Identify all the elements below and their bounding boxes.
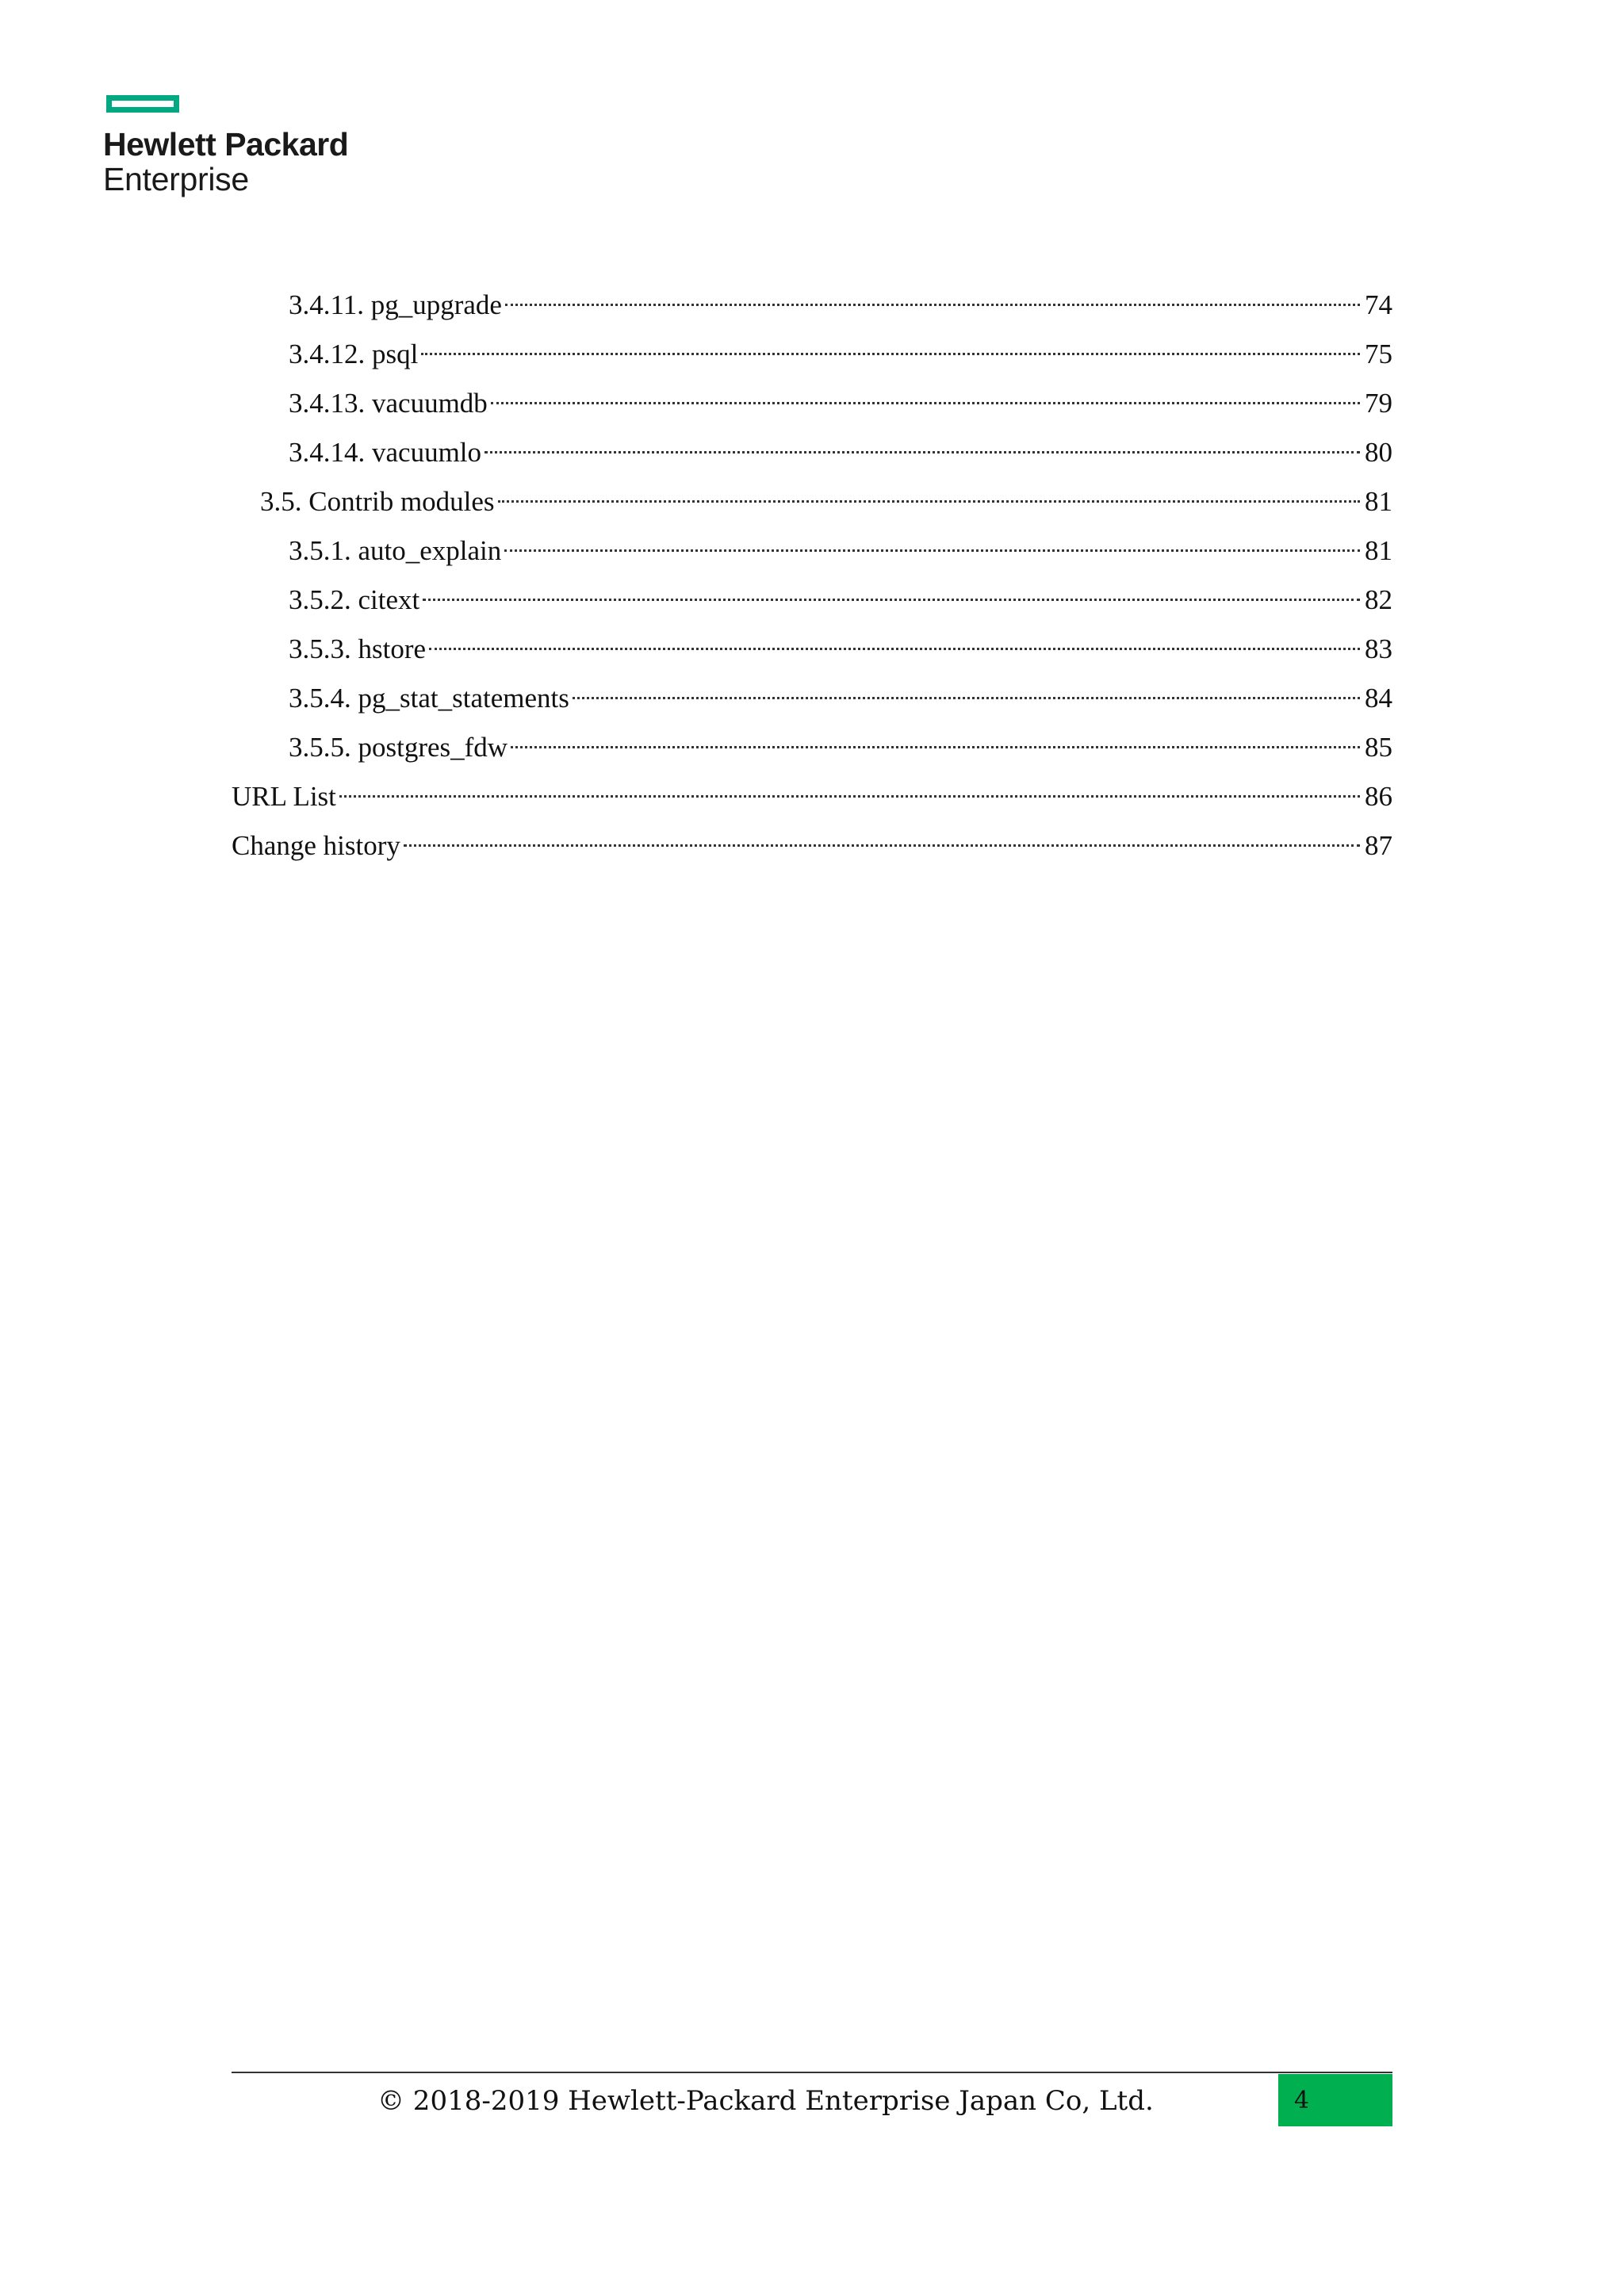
toc-entry-page: 85	[1365, 732, 1392, 763]
logo-rectangle-icon	[106, 95, 179, 113]
toc-entry-page: 86	[1365, 781, 1392, 812]
toc-entry[interactable]	[289, 574, 1392, 615]
toc-entry-label: 3.5. Contrib modules	[260, 486, 495, 517]
toc-entry-label: 3.4.14. vacuumlo	[289, 437, 482, 468]
toc-entry[interactable]	[289, 525, 1392, 566]
hpe-logo	[103, 94, 365, 205]
toc-dot-leader	[491, 377, 1360, 412]
toc-dot-leader	[573, 672, 1360, 707]
toc-entry-page: 84	[1365, 683, 1392, 714]
page-number: 4	[1294, 2087, 1310, 2114]
toc-entry-label: URL List	[232, 781, 336, 812]
footer-copyright: © 2018-2019 Hewlett-Packard Enterprise Japan Co, Ltd.	[377, 2085, 1154, 2117]
toc-entry-label: 3.4.12. psql	[289, 339, 419, 369]
toc-dot-leader	[429, 623, 1360, 658]
toc-entry-page: 83	[1365, 633, 1392, 664]
logo-text-line1: Hewlett Packard	[103, 126, 349, 163]
toc-entry[interactable]	[289, 721, 1392, 763]
toc-dot-leader	[421, 328, 1360, 363]
toc-entry-page: 79	[1365, 388, 1392, 419]
toc-entry[interactable]	[289, 623, 1392, 664]
toc-entry-page: 74	[1365, 289, 1392, 320]
page-number-box	[1278, 2074, 1392, 2126]
toc-entry[interactable]	[260, 476, 1392, 517]
toc-entry[interactable]	[289, 279, 1392, 320]
toc-entry[interactable]	[289, 377, 1392, 419]
toc-dot-leader	[505, 279, 1360, 314]
toc-entry-page: 81	[1365, 535, 1392, 566]
footer-divider	[232, 2072, 1392, 2073]
toc-entry-label: 3.5.3. hstore	[289, 633, 427, 664]
toc-dot-leader	[404, 820, 1360, 855]
toc-dot-leader	[504, 525, 1360, 560]
toc-entry-label: 3.5.5. postgres_fdw	[289, 732, 508, 763]
toc-entry[interactable]	[289, 328, 1392, 369]
toc-entry-page: 81	[1365, 486, 1392, 517]
toc-entry-label: Change history	[232, 830, 400, 861]
toc-dot-leader	[339, 771, 1360, 806]
toc-entry-page: 87	[1365, 830, 1392, 861]
toc-entry[interactable]	[289, 672, 1392, 714]
logo-text-line2: Enterprise	[103, 161, 249, 197]
toc-entry-label: 3.4.13. vacuumdb	[289, 388, 488, 419]
toc-entry-label: 3.5.2. citext	[289, 584, 420, 615]
toc-entry-label: 3.4.11. pg_upgrade	[289, 289, 502, 320]
toc-entry[interactable]	[232, 820, 1392, 861]
toc-entry[interactable]	[289, 427, 1392, 468]
toc-entry-page: 75	[1365, 339, 1392, 369]
toc-entry-label: 3.5.4. pg_stat_statements	[289, 683, 569, 714]
toc-entry-page: 80	[1365, 437, 1392, 468]
toc-entry[interactable]	[232, 771, 1392, 812]
toc-entry-page: 82	[1365, 584, 1392, 615]
toc-dot-leader	[423, 574, 1360, 609]
toc-dot-leader	[498, 476, 1360, 511]
toc-entry-label: 3.5.1. auto_explain	[289, 535, 502, 566]
toc-dot-leader	[485, 427, 1360, 461]
toc-dot-leader	[511, 721, 1360, 756]
